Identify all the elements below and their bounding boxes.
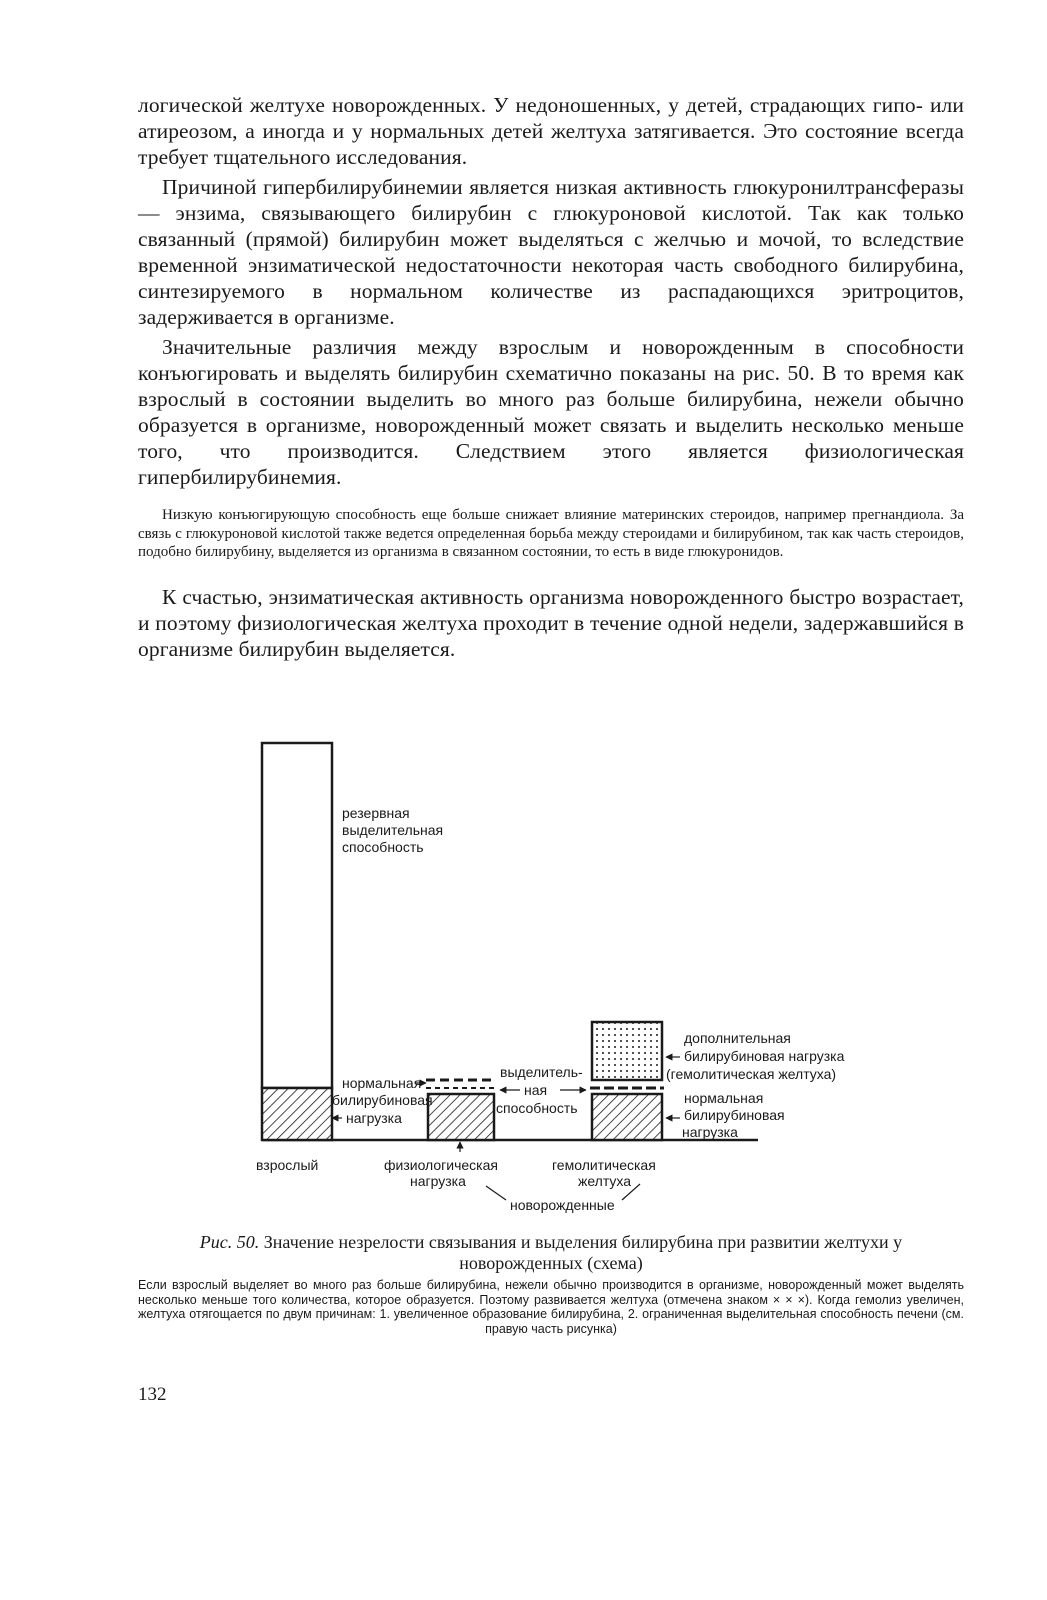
reserve-label-line-2: выделительная xyxy=(342,822,444,838)
figure-legend: Если взрослый выделяет во много раз больше билирубина, нежели обычно производится в организме, новорожденный может выделять несколько меньше того количества, которое образуется. Поэтому развивается желтуха (отмечена знаком × × ×). Когда гемолиз увеличен, желтуха отягощается по двум причинам: 1. увеличенное образование билирубина, 2. ограниченная выделительная способность печени (см. правую часть рисунка) xyxy=(138,1278,964,1336)
small-print-paragraph: Низкую конъюгирующую способность еще больше снижает влияние материнских стероидов, например прегнандиола. За связь с глюкуроновой кислотой также ведется определенная борьба между стероидами и билирубином, так как часть стероидов, подобно билирубину, выделяется из организма в связанном состоянии, то есть в виде глюкуронидов. xyxy=(138,507,964,560)
physiological-label-line-1: физиологическая xyxy=(384,1157,498,1173)
newborns-label: новорожденные xyxy=(510,1197,615,1213)
paragraph-2: Причиной гипербилирубинемии является низкая активность глюкуронилтрансферазы — энзима, связывающего билирубин с глюкуроновой кислотой. Так как только связанный (прямой) билирубин может выделяться с желчью и мочой, то вследствие временной энзиматической недостаточности некоторая часть свободного билирубина, синтезируемого в нормальном количестве из распадающихся эритроцитов, задерживается в организме. xyxy=(138,175,964,329)
adult-label: взрослый xyxy=(256,1157,319,1173)
paragraph-1: логической желтухе новорожденных. У недоношенных, у детей, страдающих гипо- или атиреозом, а иногда и у нормальных детей желтуха затягивается. Это состояние всегда требует тщательного исследования. xyxy=(138,93,964,169)
normal-load-label-line-1: нормальная xyxy=(342,1075,422,1091)
additional-load-label-line-3: (гемолитическая желтуха) xyxy=(666,1066,837,1082)
page-number: 132 xyxy=(138,1384,167,1405)
newborn-physiological-load-block xyxy=(428,1094,494,1140)
paragraph-4: К счастью, энзиматическая активность организма новорожденного быстро возрастает, и поэтому физиологическая желтуха проходит в течение одной недели, задержавшийся в организме билирубин выделяется. xyxy=(138,584,964,661)
normal-right-label-line-2: билирубиновая xyxy=(684,1107,785,1123)
excretory-label-line-1: выделитель- xyxy=(500,1064,583,1080)
normal-right-label-line-3: нагрузка xyxy=(682,1124,738,1140)
newborn-additional-load-block xyxy=(592,1022,662,1080)
additional-load-label-line-2: билирубиновая нагрузка xyxy=(684,1048,845,1064)
figure-caption-text: Значение незрелости связывания и выделения билирубина при развитии желтухи у новорожденных (схема) xyxy=(263,1232,903,1273)
excretory-label-line-2: ная xyxy=(524,1082,548,1098)
additional-load-label-line-1: дополнительная xyxy=(684,1030,791,1046)
reserve-label-line-1: резервная xyxy=(342,805,410,821)
adult-normal-load-block xyxy=(262,1088,332,1140)
physiological-label-line-2: нагрузка xyxy=(410,1173,466,1189)
adult-reserve-column xyxy=(262,743,332,1088)
normal-right-label-line-1: нормальная xyxy=(684,1090,764,1106)
normal-load-label-line-2: билирубиновая xyxy=(332,1092,433,1108)
newborn-normal-load-block xyxy=(592,1094,662,1140)
hemolytic-label-line-2: желтуха xyxy=(578,1173,632,1189)
excretory-label-line-3: способность xyxy=(496,1100,578,1116)
paragraph-3: Значительные различия между взрослым и новорожденным в способности конъюгировать и выделять билирубин схематично показаны на рис. 50. В то время как взрослый в состоянии выделить во много раз больше билирубина, нежели обычно образуется в организме, новорожденный может связать и выделить несколько меньше того, что производится. Следствием этого является физиологическая гипербилирубинемия. xyxy=(138,335,964,489)
figure-number: Рис. 50. xyxy=(199,1232,260,1252)
hemolytic-label-line-1: гемолитическая xyxy=(552,1157,656,1173)
reserve-label-line-3: способность xyxy=(342,839,424,855)
figure-caption xyxy=(138,1232,964,1274)
normal-load-label-line-3: нагрузка xyxy=(346,1110,402,1126)
